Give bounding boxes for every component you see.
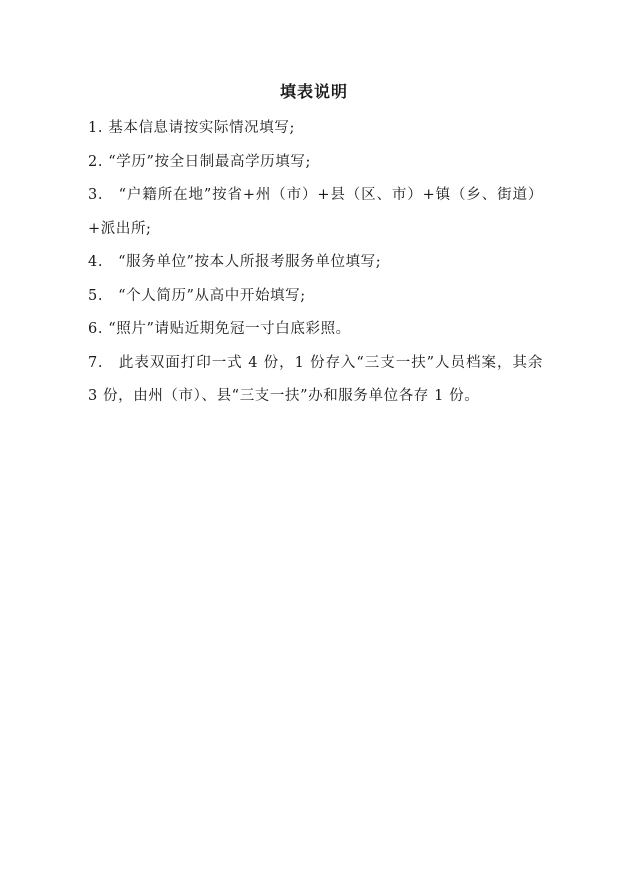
instruction-item-4: 4. “服务单位”按本人所报考服务单位填写;: [88, 254, 382, 270]
instructions-list: [88, 112, 543, 414]
instruction-item-1: 1. 基本信息请按实际情况填写;: [88, 120, 295, 136]
instruction-item-3: 3. “户籍所在地”按省+州（市）+县（区、市）+镇（乡、街道）+派出所;: [88, 187, 543, 237]
instruction-item-5: 5. “个人简历”从高中开始填写;: [88, 287, 306, 304]
instruction-item-2: 2. “学历”按全日制最高学历填写;: [88, 153, 311, 170]
document-title: 填表说明: [279, 82, 348, 101]
instruction-item-7: 7. 此表双面打印一式 4 份，1 份存入“三支一扶”人员档案，其余 3 份，由州（市）、县“三支一扶”办和服务单位各存 1 份。: [88, 354, 543, 404]
instruction-item-6: 6. “照片”请贴近期免冠一寸白底彩照。: [88, 321, 351, 337]
